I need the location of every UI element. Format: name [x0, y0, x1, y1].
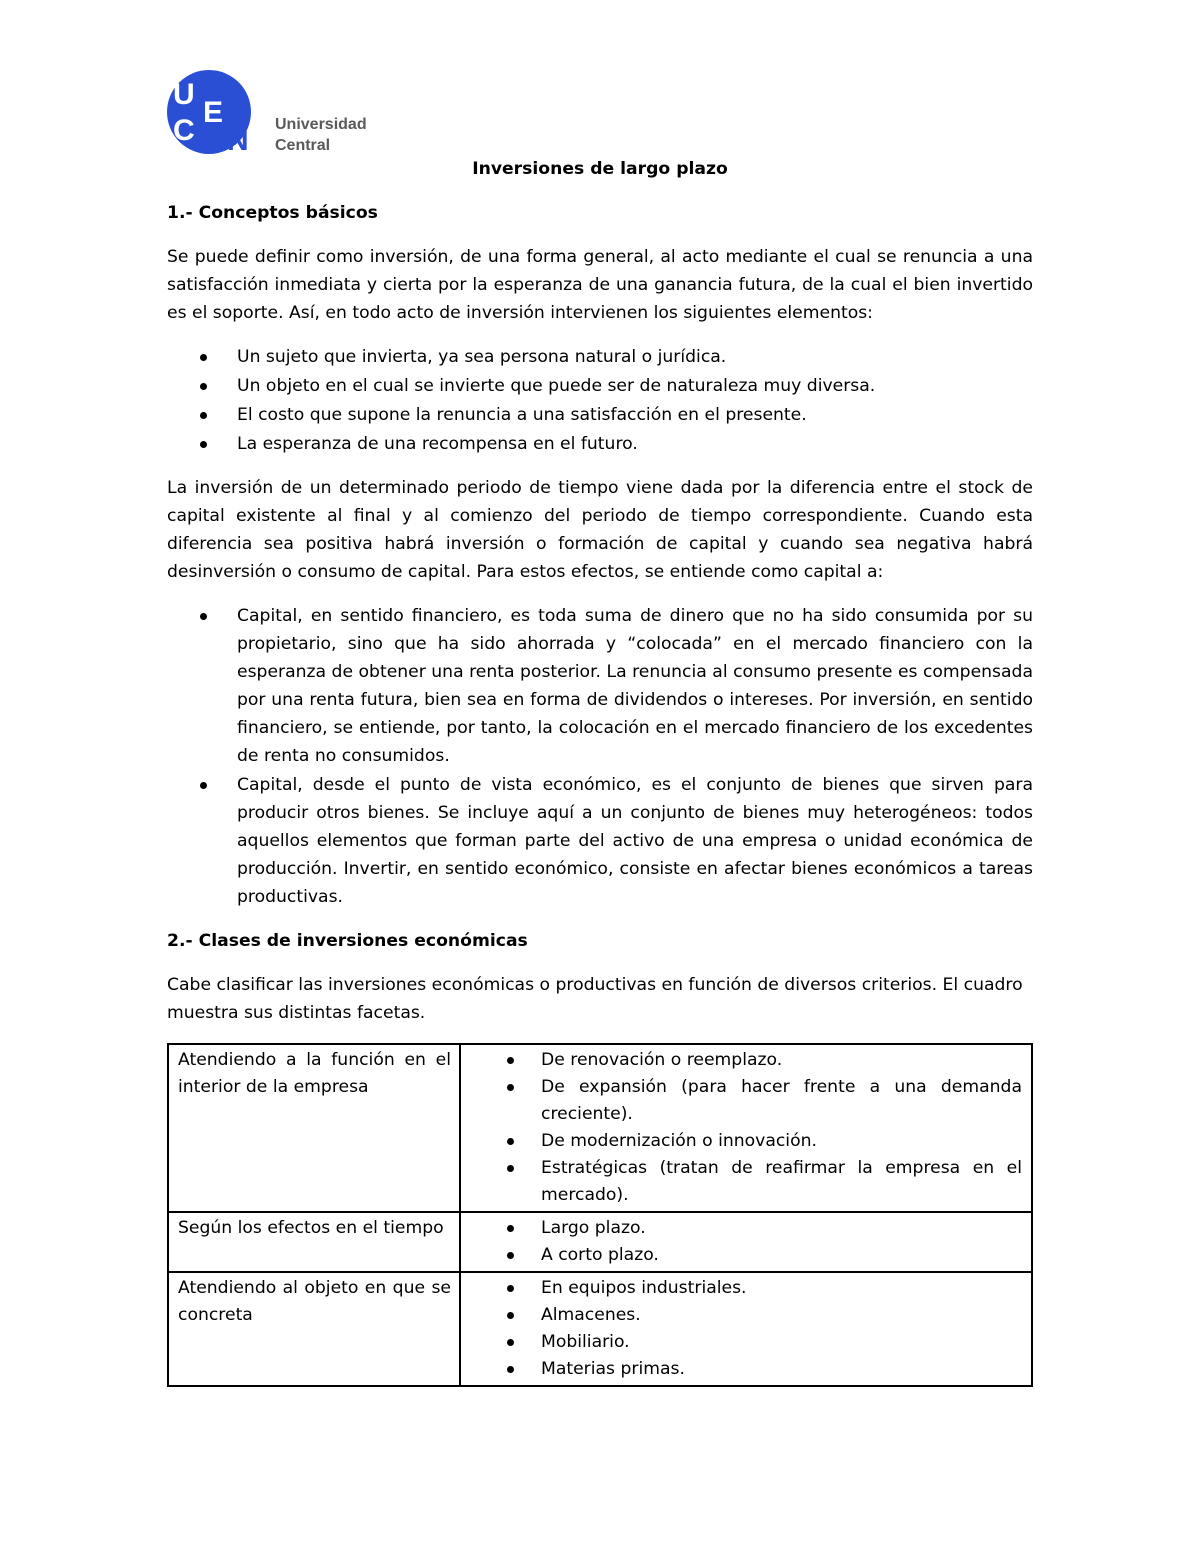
intro-paragraph: Se puede definir como inversión, de una forma general, al acto mediante el cual se renuncia a una satisfacción inmediata y cierta por la esperanza de una ganancia futura, de la cual el bien invertido es el soporte. Así, en todo acto de inversión intervienen los siguientes elementos: — [167, 247, 1033, 323]
list-item-text: Capital, en sentido financiero, es toda suma de dinero que no ha sido consumida por su propietario, sino que ha sido ahorrada y “colocada” en el mercado financiero con la esperanza de obtener una renta posterior. La renuncia al consumo presente es compensada por una renta futura, bien sea en forma de dividendos o intereses. Por inversión, en sentido financiero, se entiende, por tanto, la colocación en el mercado financiero de los excedentes de renta no consumidos. — [237, 606, 1033, 766]
bullet-icon — [507, 1138, 514, 1145]
logo-letter-e: E — [203, 96, 224, 129]
logo-wordmark — [275, 114, 367, 156]
bullet-icon — [200, 441, 207, 448]
criterion-cell: Atendiendo al objeto en que se concreta — [168, 1272, 460, 1386]
bullet-icon — [200, 412, 207, 419]
logo-name-line1: Universidad — [275, 116, 367, 133]
investment-classes-table — [167, 1043, 1033, 1387]
list-item — [461, 1302, 1022, 1329]
options-cell — [460, 1044, 1032, 1212]
list-item — [167, 401, 1033, 429]
list-item-text: De expansión (para hacer frente a una demanda creciente). — [541, 1077, 1022, 1124]
bullet-icon — [507, 1366, 514, 1373]
bullet-icon — [200, 613, 207, 620]
options-cell — [460, 1272, 1032, 1386]
list-item-text: Almacenes. — [541, 1305, 641, 1325]
list-item — [167, 602, 1033, 770]
list-item — [167, 343, 1033, 371]
list-item-text: En equipos industriales. — [541, 1278, 747, 1298]
capital-definition-paragraph: La inversión de un determinado periodo de tiempo viene dada por la diferencia entre el stock de capital existente al final y al comienzo del periodo de tiempo correspondiente. Cuando esta diferencia sea positiva habrá inversión o formación de capital y cuando sea negativa habrá desinversión o consumo de capital. Para estos efectos, se entiende como capital a: — [167, 478, 1033, 582]
criterion-cell: Según los efectos en el tiempo — [168, 1212, 460, 1272]
list-item-text: El costo que supone la renuncia a una satisfacción en el presente. — [237, 405, 807, 425]
logo-letter-c: C — [173, 114, 195, 147]
table-row — [168, 1044, 1032, 1212]
bullet-icon — [507, 1285, 514, 1292]
list-item-text: A corto plazo. — [541, 1245, 659, 1265]
options-list — [461, 1275, 1022, 1383]
bullet-icon — [507, 1312, 514, 1319]
list-item — [461, 1074, 1022, 1128]
bullet-icon — [507, 1057, 514, 1064]
list-item-text: De modernización o innovación. — [541, 1131, 817, 1151]
list-item-text: Materias primas. — [541, 1359, 685, 1379]
list-item — [461, 1356, 1022, 1383]
capital-types-list — [167, 602, 1033, 911]
list-item-text: Un sujeto que invierta, ya sea persona natural o jurídica. — [237, 347, 727, 367]
bullet-icon — [507, 1084, 514, 1091]
page-title: Inversiones de largo plazo — [472, 159, 728, 179]
bullet-icon — [200, 782, 207, 789]
options-list — [461, 1215, 1022, 1269]
list-item — [461, 1047, 1022, 1074]
criterion-cell: Atendiendo a la función en el interior de la empresa — [168, 1044, 460, 1212]
bullet-icon — [507, 1165, 514, 1172]
list-item-text: Un objeto en el cual se invierte que puede ser de naturaleza muy diversa. — [237, 376, 876, 396]
list-item-text: De renovación o reemplazo. — [541, 1050, 783, 1070]
table-row — [168, 1272, 1032, 1386]
bullet-icon — [507, 1225, 514, 1232]
list-item-text: Estratégicas (tratan de reafirmar la empresa en el mercado). — [541, 1158, 1022, 1205]
document-body — [167, 155, 1033, 1387]
list-item — [461, 1128, 1022, 1155]
options-list — [461, 1047, 1022, 1209]
investment-elements-list — [167, 343, 1033, 458]
logo-letter-u: U — [173, 78, 195, 111]
section-heading-clases: 2.- Clases de inversiones económicas — [167, 931, 528, 951]
logo-letter-n: N — [227, 124, 249, 156]
list-item — [167, 430, 1033, 458]
list-item — [461, 1329, 1022, 1356]
list-item — [461, 1155, 1022, 1209]
ucen-emblem-icon — [165, 68, 269, 156]
list-item-text: La esperanza de una recompensa en el futuro. — [237, 434, 638, 454]
logo-name-line2: Central — [275, 137, 331, 154]
bullet-icon — [200, 383, 207, 390]
list-item-text: Largo plazo. — [541, 1218, 646, 1238]
classification-intro-paragraph: Cabe clasificar las inversiones económicas o productivas en función de diversos criterios. El cuadro muestra sus distintas facetas. — [167, 975, 1023, 1023]
list-item-text: Capital, desde el punto de vista económico, es el conjunto de bienes que sirven para producir otros bienes. Se incluye aquí a un conjunto de bienes muy heterogéneos: todos aquellos elementos que forman parte del activo de una empresa o unidad económica de producción. Invertir, en sentido económico, consiste en afectar bienes económicos a tareas productivas. — [237, 775, 1033, 907]
list-item — [461, 1242, 1022, 1269]
university-logo — [165, 68, 369, 156]
section-heading-conceptos: 1.- Conceptos básicos — [167, 203, 378, 223]
list-item — [461, 1215, 1022, 1242]
list-item — [461, 1275, 1022, 1302]
list-item — [167, 372, 1033, 400]
list-item-text: Mobiliario. — [541, 1332, 630, 1352]
bullet-icon — [507, 1252, 514, 1259]
list-item — [167, 771, 1033, 911]
table-row — [168, 1212, 1032, 1272]
bullet-icon — [200, 354, 207, 361]
bullet-icon — [507, 1339, 514, 1346]
options-cell — [460, 1212, 1032, 1272]
